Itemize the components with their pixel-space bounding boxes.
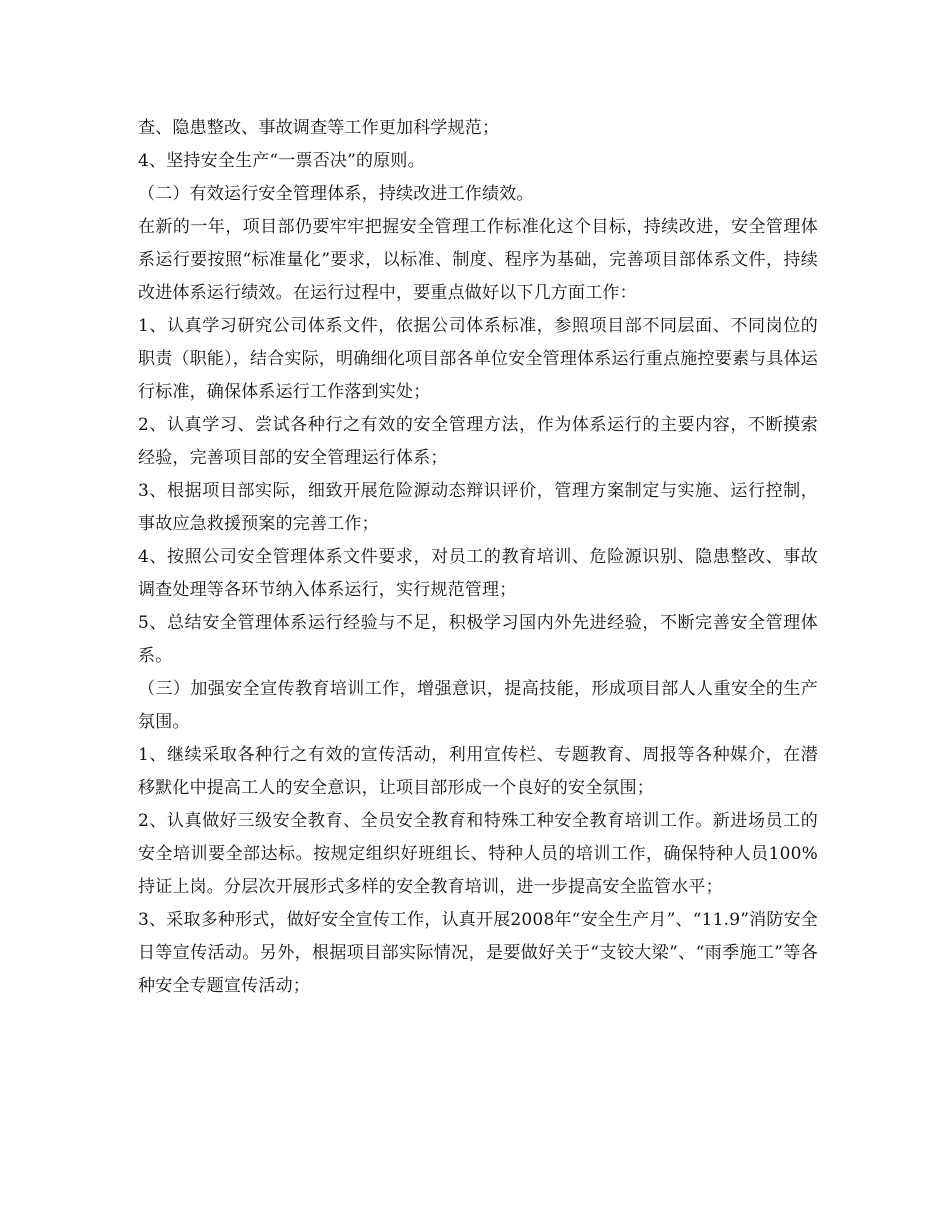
paragraph-5: 2、认真学习、尝试各种行之有效的安全管理方法，作为体系运行的主要内容，不断摸索经验，完善项目部的安全管理运行体系； xyxy=(138,415,818,468)
paragraph-1: 查、隐患整改、事故调查等工作更加科学规范； xyxy=(138,118,500,138)
paragraph-8: 5、总结安全管理体系运行经验与不足，积极学习国内外先进经验，不断完善安全管理体系。 xyxy=(138,613,818,666)
paragraph-4: 1、认真学习研究公司体系文件，依据公司体系标准，参照项目部不同层面、不同岗位的职责（职能），结合实际，明确细化项目部各单位安全管理体系运行重点施控要素与具体运行标准，确保体系运行工作落到实处； xyxy=(138,316,818,402)
paragraph-11: 3、采取多种形式，做好安全宣传工作，认真开展2008年“安全生产月”、“11.9”消防安全日等宣传活动。另外，根据项目部实际情况，是要做好关于“支铰大梁”、“雨季施工”等各种安全专题宣传活动； xyxy=(138,910,818,996)
paragraph-7: 4、按照公司安全管理体系文件要求，对员工的教育培训、危险源识别、隐患整改、事故调查处理等各环节纳入体系运行，实行规范管理； xyxy=(138,547,818,600)
paragraph-9: 1、继续采取各种行之有效的宣传活动，利用宣传栏、专题教育、周报等各种媒介，在潜移默化中提高工人的安全意识，让项目部形成一个良好的安全氛围； xyxy=(138,745,818,798)
section-heading-2: （二）有效运行安全管理体系，持续改进工作绩效。 xyxy=(138,184,534,204)
paragraph-3: 在新的一年，项目部仍要牢牢把握安全管理工作标准化这个目标，持续改进，安全管理体系运行要按照“标准量化”要求，以标准、制度、程序为基础，完善项目部体系文件，持续改进体系运行绩效。在运行过程中，要重点做好以下几方面工作： xyxy=(138,217,818,303)
document-body xyxy=(138,112,818,1003)
paragraph-10: 2、认真做好三级安全教育、全员安全教育和特殊工种安全教育培训工作。新进场员工的安全培训要全部达标。按规定组织好班组长、特种人员的培训工作，确保特种人员100%持证上岗。分层次开展形式多样的安全教育培训，进一步提高安全监管水平； xyxy=(138,811,818,897)
paragraph-2: 4、坚持安全生产“一票否决”的原则。 xyxy=(138,151,425,171)
paragraph-6: 3、根据项目部实际，细致开展危险源动态辩识评价，管理方案制定与实施、运行控制，事故应急救援预案的完善工作； xyxy=(138,481,818,534)
section-heading-3: （三）加强安全宣传教育培训工作，增强意识，提高技能，形成项目部人人重安全的生产氛围。 xyxy=(138,679,818,732)
